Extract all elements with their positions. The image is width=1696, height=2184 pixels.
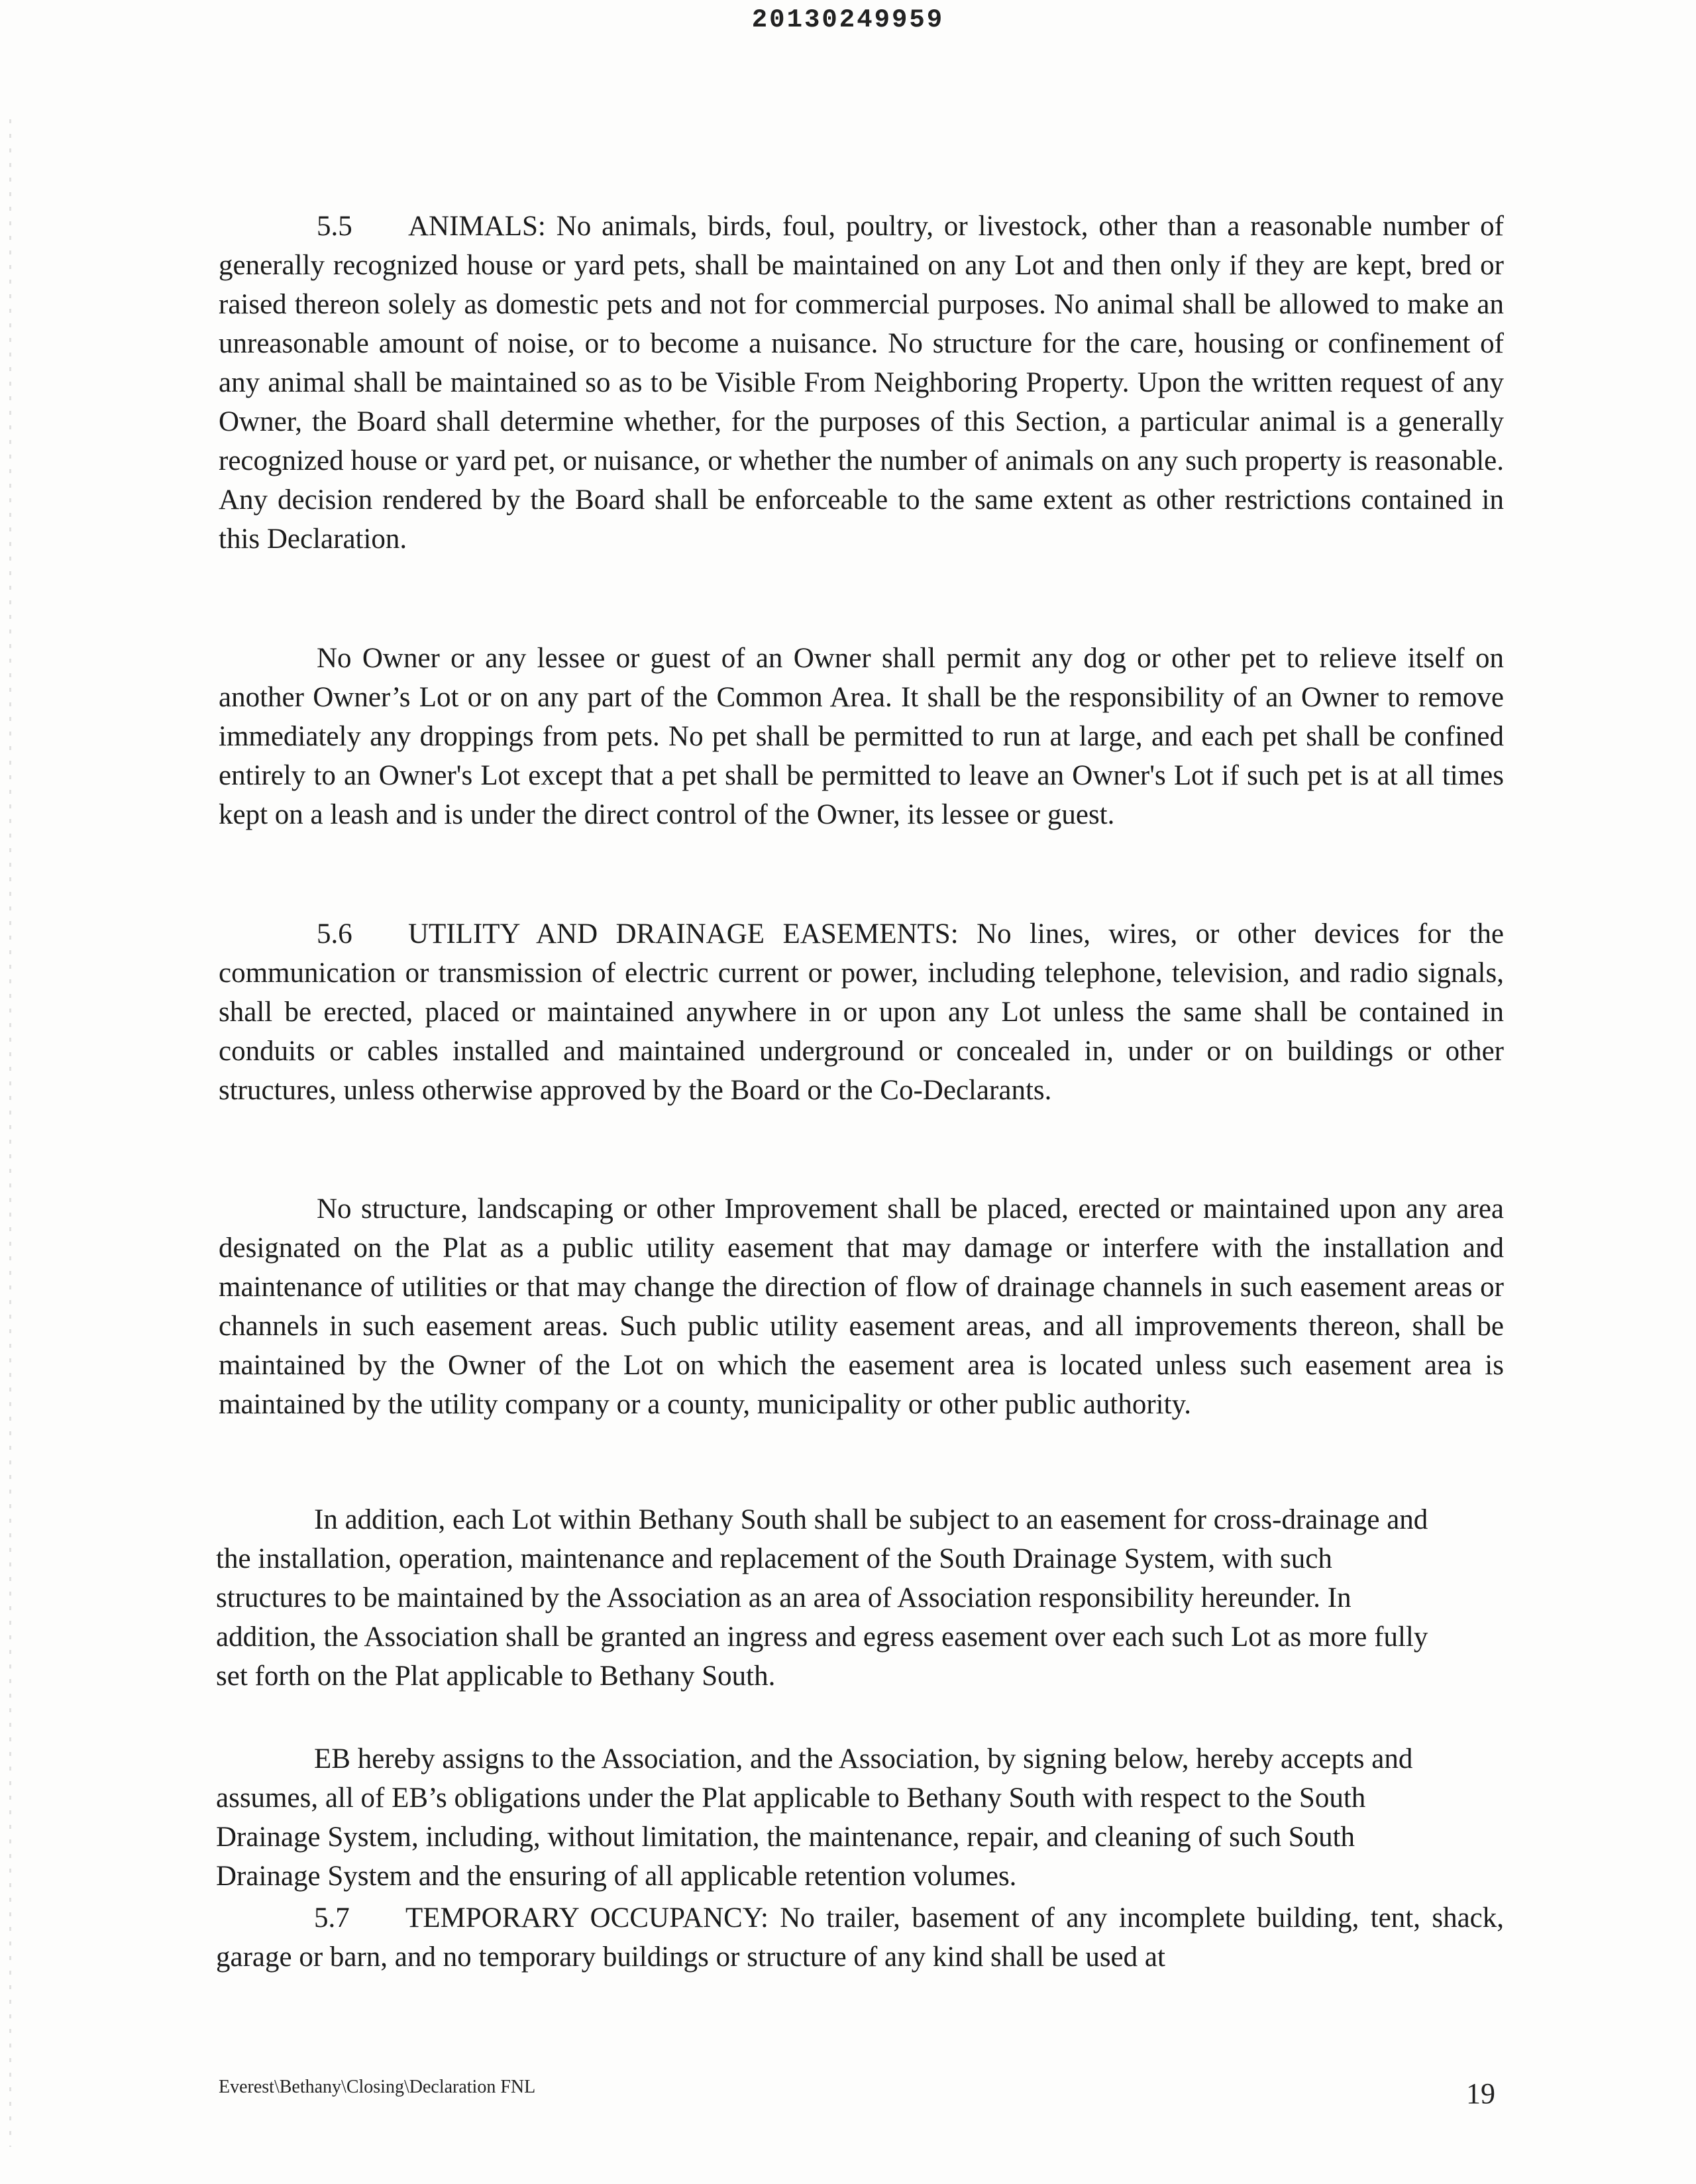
paragraph-text: EB hereby assigns to the Association, and the Association, by signing below, hereby accepts and assumes, all of EB’s obligations under the Plat applicable to Bethany South with respect to the South Drainage System, including, without limitation, the maintenance, repair, and cleaning of such South Drainage System and the ensuring of all applicable retention volumes. (216, 1743, 1413, 1892)
page-number: 19 (1466, 2077, 1495, 2110)
paragraph-pet-relief (219, 639, 1504, 834)
paragraph-eb-assignment (216, 1739, 1442, 1896)
paragraph-text: UTILITY AND DRAINAGE EASEMENTS: No lines, wires, or other devices for the communication or transmission of electric current or power, including telephone, television, and radio signals, shall be erected, placed or maintained anywhere in or upon any Lot unless the same shall be contained in conduits or cables installed and maintained underground or concealed in, under or on buildings or other structures, unless otherwise approved by the Board or the Co-Declarants. (219, 918, 1504, 1106)
section-number: 5.6 (317, 918, 352, 950)
paragraph-text: No Owner or any lessee or guest of an Owner shall permit any dog or other pet to relieve itself on another Owner’s Lot or on any part of the Common Area. It shall be the responsibility of an Owner to remove immediately any droppings from pets. No pet shall be permitted to run at large, and each pet shall be confined entirely to an Owner's Lot except that a pet shall be permitted to leave an Owner's Lot if such pet is at all times kept on a leash and is under the direct control of the Owner, its lessee or guest. (219, 643, 1504, 830)
section-5-6-utility-easements (219, 914, 1504, 1110)
scan-edge-artifact (9, 119, 11, 2147)
section-number: 5.7 (314, 1902, 350, 1934)
paragraph-text: TEMPORARY OCCUPANCY: No trailer, basement of any incomplete building, tent, shack, garage or barn, and no temporary buildings or structure of any kind shall be used at (216, 1902, 1504, 1973)
section-number: 5.5 (317, 211, 352, 242)
recording-number: 20130249959 (751, 5, 945, 34)
paragraph-public-utility-easement (219, 1189, 1504, 1424)
section-5-5-animals (219, 207, 1504, 559)
footer-file-path: Everest\Bethany\Closing\Declaration FNL (219, 2077, 536, 2097)
section-5-7-temporary-occupancy (216, 1898, 1504, 1977)
paragraph-text: ANIMALS: No animals, birds, foul, poultry, or livestock, other than a reasonable number of generally recognized house or yard pets, shall be maintained on any Lot and then only if they are kept, bred or raised thereon solely as domestic pets and not for commercial purposes. No animal shall be allowed to make an unreasonable amount of noise, or to become a nuisance. No structure for the care, housing or confinement of any animal shall be maintained so as to be Visible From Neighboring Property. Upon the written request of any Owner, the Board shall determine whether, for the purposes of this Section, a particular animal is a generally recognized house or yard pet, or nuisance, or whether the number of animals on any such property is reasonable. Any decision rendered by the Board shall be enforceable to the same extent as other restrictions contained in this Declaration. (219, 211, 1504, 555)
paragraph-text: In addition, each Lot within Bethany South shall be subject to an easement for cross-drainage and the installation, operation, maintenance and replacement of the South Drainage System, with such structures to be maintained by the Association as an area of Association responsibility hereunder. In addition, the Association shall be granted an ingress and egress easement over each such Lot as more fully set forth on the Plat applicable to Bethany South. (216, 1504, 1428, 1692)
paragraph-text: No structure, landscaping or other Improvement shall be placed, erected or maintained upon any area designated on the Plat as a public utility easement that may damage or interfere with the installation and maintenance of utilities or that may change the direction of flow of drainage channels in such easement areas or channels in such easement areas. Such public utility easement areas, and all improvements thereon, shall be maintained by the Owner of the Lot on which the easement area is located unless such easement area is maintained by the utility company or a county, municipality or other public authority. (219, 1193, 1504, 1420)
paragraph-cross-drainage (216, 1500, 1442, 1696)
